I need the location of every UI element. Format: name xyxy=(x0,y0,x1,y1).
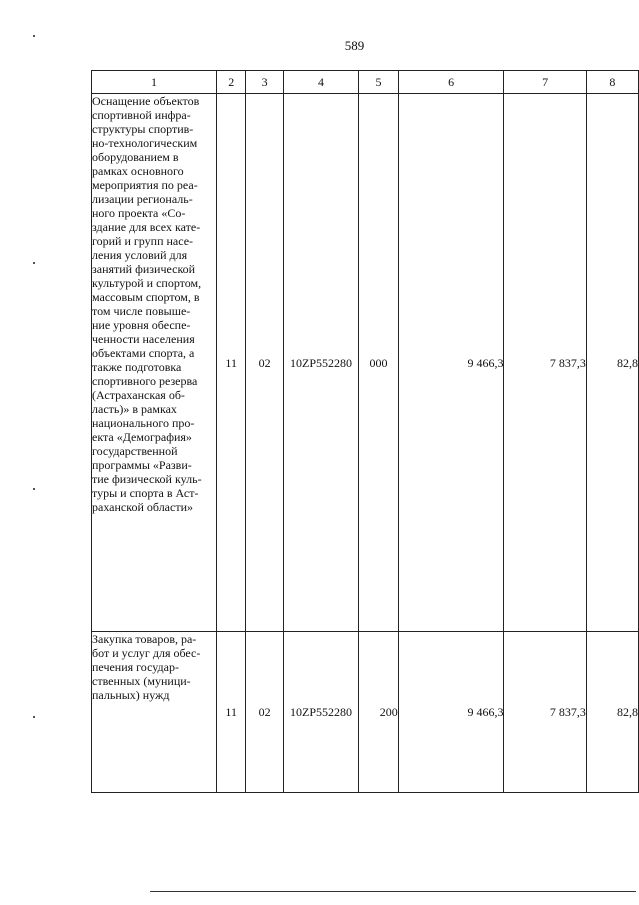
budget-table xyxy=(91,70,639,793)
row-description-cell xyxy=(92,94,217,632)
target-article-cell: 10ZP552280 xyxy=(283,632,359,793)
table-row xyxy=(92,94,639,632)
scan-speck xyxy=(33,488,35,490)
actual-amount-cell: 7 837,3 xyxy=(504,94,586,632)
table-header-row xyxy=(92,71,639,94)
column-header-3: 3 xyxy=(246,71,283,94)
scan-speck xyxy=(33,716,35,718)
subsection-code-cell: 02 xyxy=(246,94,283,632)
scan-speck xyxy=(33,262,35,264)
planned-amount-cell: 9 466,3 xyxy=(398,632,504,793)
section-code-cell: 11 xyxy=(216,632,246,793)
row-description: Оснащение объектов спортивной инфра- структуры спортив- но-технологическим оборудованием в рамках основного мероприятия по реа- лизации региональ- ного проекта «Со- здание для всех кате- горий и групп насе- ления условий для занятий физической культурой и спортом, массовым спортом, в том числе повыше- ние уровня обеспе- ченности населения объектами спорта, а также подготовка спортивного резерва (Астраханская об- ласть)» в рамках национального про- екта «Демография» государственной программы «Разви- тие физической куль- туры и спорта в Аст- раханской области» xyxy=(92,94,202,514)
column-header-7: 7 xyxy=(504,71,586,94)
column-header-2: 2 xyxy=(216,71,246,94)
table-row xyxy=(92,632,639,793)
column-header-4: 4 xyxy=(283,71,359,94)
percent-cell: 82,8 xyxy=(586,94,638,632)
target-article-cell: 10ZP552280 xyxy=(283,94,359,632)
column-header-5: 5 xyxy=(359,71,398,94)
planned-amount-cell: 9 466,3 xyxy=(398,94,504,632)
percent-cell: 82,8 xyxy=(586,632,638,793)
column-header-1: 1 xyxy=(92,71,217,94)
expense-type-cell: 000 xyxy=(359,94,398,632)
bottom-rule xyxy=(150,891,636,892)
page-number: 589 xyxy=(344,38,365,53)
row-description-cell xyxy=(92,632,217,793)
subsection-code-cell: 02 xyxy=(246,632,283,793)
section-code-cell: 11 xyxy=(216,94,246,632)
expense-type-cell: 200 xyxy=(359,632,398,793)
actual-amount-cell: 7 837,3 xyxy=(504,632,586,793)
scan-speck xyxy=(33,35,35,37)
column-header-6: 6 xyxy=(398,71,504,94)
row-description: Закупка товаров, ра- бот и услуг для обес- печения государ- ственных (муници- пальных) нужд xyxy=(92,632,201,702)
column-header-8: 8 xyxy=(586,71,638,94)
